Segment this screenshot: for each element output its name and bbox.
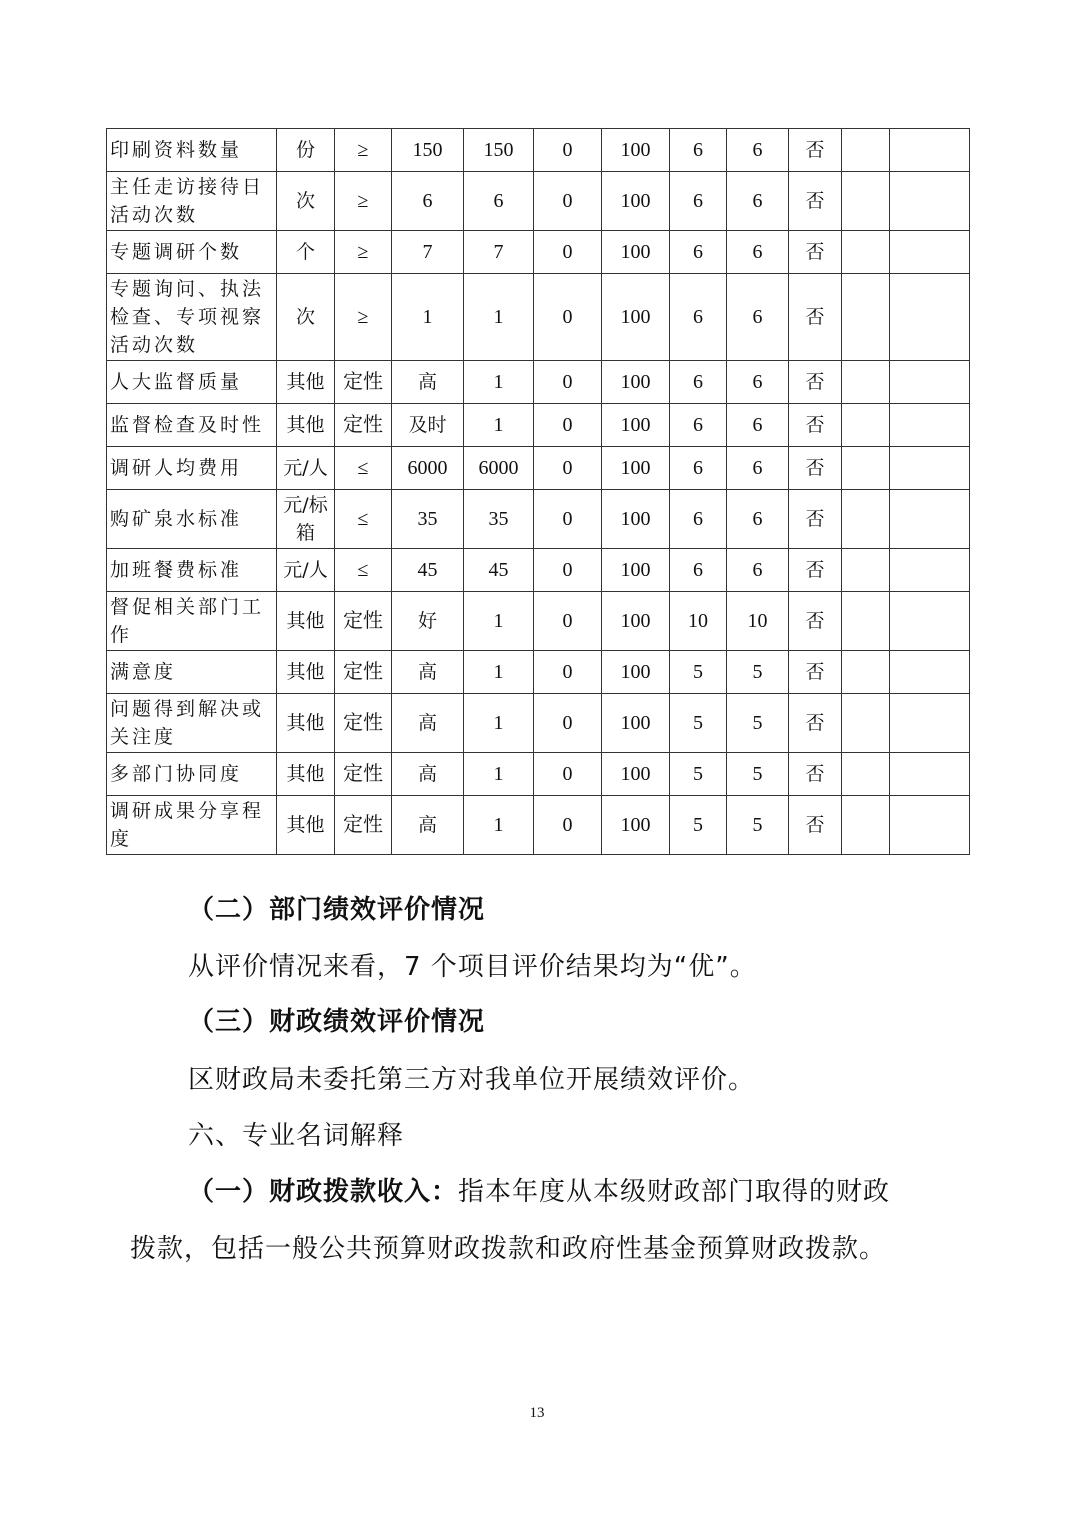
cell-actual: 150: [464, 129, 534, 172]
cell-actual: 1: [464, 796, 534, 855]
glossary-line-1: [188, 1174, 890, 1210]
cell-empty: [842, 274, 890, 361]
cell-score: 6: [727, 490, 789, 549]
cell-flag: 否: [789, 651, 842, 694]
cell-name: 调研成果分享程度: [107, 796, 277, 855]
cell-unit: 元/人: [277, 549, 335, 592]
cell-empty: [890, 361, 970, 404]
cell-score: 6: [727, 447, 789, 490]
table-row: [107, 796, 970, 855]
cell-op: 定性: [335, 404, 392, 447]
cell-op: ≤: [335, 549, 392, 592]
cell-name: 问题得到解决或关注度: [107, 694, 277, 753]
cell-deviation: 0: [534, 447, 602, 490]
cell-actual: 35: [464, 490, 534, 549]
cell-op: ≥: [335, 129, 392, 172]
cell-flag: 否: [789, 231, 842, 274]
cell-flag: 否: [789, 753, 842, 796]
table-body: [107, 129, 970, 855]
cell-rate: 100: [602, 694, 670, 753]
cell-weight: 6: [670, 447, 727, 490]
cell-score: 6: [727, 549, 789, 592]
cell-score: 5: [727, 753, 789, 796]
cell-weight: 6: [670, 490, 727, 549]
cell-unit: 其他: [277, 404, 335, 447]
cell-unit: 其他: [277, 753, 335, 796]
cell-empty: [890, 592, 970, 651]
cell-flag: 否: [789, 172, 842, 231]
cell-unit: 其他: [277, 361, 335, 404]
cell-target: 高: [392, 651, 464, 694]
cell-deviation: 0: [534, 274, 602, 361]
cell-deviation: 0: [534, 231, 602, 274]
cell-target: 45: [392, 549, 464, 592]
cell-empty: [890, 447, 970, 490]
cell-score: 6: [727, 404, 789, 447]
cell-weight: 5: [670, 753, 727, 796]
dept-eval-heading: （二）部门绩效评价情况: [188, 895, 486, 925]
cell-empty: [890, 172, 970, 231]
cell-deviation: 0: [534, 361, 602, 404]
cell-rate: 100: [602, 592, 670, 651]
cell-flag: 否: [789, 361, 842, 404]
cell-rate: 100: [602, 447, 670, 490]
cell-score: 6: [727, 129, 789, 172]
cell-empty: [890, 549, 970, 592]
cell-unit: 其他: [277, 651, 335, 694]
cell-empty: [842, 172, 890, 231]
dept-eval-text: 从评价情况来看，7 个项目评价结果均为“优”。: [188, 952, 757, 982]
cell-op: ≤: [335, 447, 392, 490]
cell-actual: 6000: [464, 447, 534, 490]
cell-rate: 100: [602, 796, 670, 855]
cell-empty: [890, 231, 970, 274]
cell-empty: [890, 796, 970, 855]
cell-empty: [842, 694, 890, 753]
cell-unit: 次: [277, 274, 335, 361]
cell-target: 高: [392, 796, 464, 855]
cell-weight: 6: [670, 129, 727, 172]
cell-actual: 1: [464, 361, 534, 404]
cell-name: 购矿泉水标准: [107, 490, 277, 549]
cell-empty: [842, 404, 890, 447]
fin-eval-heading: （三）财政绩效评价情况: [188, 1007, 486, 1037]
cell-deviation: 0: [534, 694, 602, 753]
cell-weight: 6: [670, 172, 727, 231]
cell-deviation: 0: [534, 129, 602, 172]
cell-flag: 否: [789, 447, 842, 490]
table-row: [107, 129, 970, 172]
cell-target: 高: [392, 361, 464, 404]
cell-empty: [890, 490, 970, 549]
cell-unit: 份: [277, 129, 335, 172]
cell-name: 主任走访接待日活动次数: [107, 172, 277, 231]
cell-score: 5: [727, 694, 789, 753]
cell-rate: 100: [602, 231, 670, 274]
cell-flag: 否: [789, 404, 842, 447]
cell-deviation: 0: [534, 592, 602, 651]
cell-target: 高: [392, 753, 464, 796]
cell-rate: 100: [602, 274, 670, 361]
table-row: [107, 753, 970, 796]
cell-unit: 其他: [277, 796, 335, 855]
fin-eval-text: 区财政局未委托第三方对我单位开展绩效评价。: [188, 1065, 756, 1095]
cell-deviation: 0: [534, 753, 602, 796]
cell-name: 满意度: [107, 651, 277, 694]
cell-op: 定性: [335, 753, 392, 796]
cell-weight: 6: [670, 274, 727, 361]
cell-unit: 元/人: [277, 447, 335, 490]
cell-empty: [842, 129, 890, 172]
cell-op: ≤: [335, 490, 392, 549]
cell-unit: 次: [277, 172, 335, 231]
cell-deviation: 0: [534, 549, 602, 592]
cell-deviation: 0: [534, 651, 602, 694]
table-row: [107, 404, 970, 447]
cell-empty: [890, 129, 970, 172]
cell-score: 6: [727, 274, 789, 361]
cell-weight: 10: [670, 592, 727, 651]
cell-empty: [842, 796, 890, 855]
cell-rate: 100: [602, 404, 670, 447]
cell-op: ≥: [335, 231, 392, 274]
glossary-heading: 六、专业名词解释: [188, 1121, 405, 1151]
cell-empty: [842, 361, 890, 404]
cell-op: 定性: [335, 796, 392, 855]
cell-weight: 6: [670, 231, 727, 274]
cell-deviation: 0: [534, 796, 602, 855]
cell-flag: 否: [789, 129, 842, 172]
cell-op: ≥: [335, 274, 392, 361]
cell-empty: [890, 753, 970, 796]
cell-op: 定性: [335, 694, 392, 753]
table-row: [107, 231, 970, 274]
cell-empty: [842, 549, 890, 592]
cell-rate: 100: [602, 549, 670, 592]
cell-empty: [890, 651, 970, 694]
cell-actual: 1: [464, 274, 534, 361]
cell-rate: 100: [602, 753, 670, 796]
cell-name: 印刷资料数量: [107, 129, 277, 172]
table-row: [107, 592, 970, 651]
table-row: [107, 447, 970, 490]
cell-op: 定性: [335, 361, 392, 404]
cell-target: 7: [392, 231, 464, 274]
cell-actual: 6: [464, 172, 534, 231]
table-row: [107, 361, 970, 404]
cell-flag: 否: [789, 796, 842, 855]
cell-name: 人大监督质量: [107, 361, 277, 404]
cell-unit: 其他: [277, 592, 335, 651]
cell-score: 5: [727, 651, 789, 694]
cell-rate: 100: [602, 172, 670, 231]
cell-rate: 100: [602, 490, 670, 549]
cell-rate: 100: [602, 361, 670, 404]
glossary-definition: 指本年度从本级财政部门取得的财政: [458, 1177, 891, 1207]
cell-score: 5: [727, 796, 789, 855]
cell-actual: 1: [464, 651, 534, 694]
cell-target: 6000: [392, 447, 464, 490]
cell-flag: 否: [789, 490, 842, 549]
cell-target: 150: [392, 129, 464, 172]
glossary-term: （一）财政拨款收入：: [188, 1177, 459, 1207]
cell-flag: 否: [789, 274, 842, 361]
cell-name: 监督检查及时性: [107, 404, 277, 447]
cell-empty: [842, 447, 890, 490]
cell-score: 6: [727, 231, 789, 274]
cell-weight: 6: [670, 361, 727, 404]
cell-name: 督促相关部门工作: [107, 592, 277, 651]
cell-unit: 其他: [277, 694, 335, 753]
table-row: [107, 172, 970, 231]
cell-deviation: 0: [534, 404, 602, 447]
cell-name: 多部门协同度: [107, 753, 277, 796]
cell-deviation: 0: [534, 490, 602, 549]
cell-actual: 1: [464, 592, 534, 651]
table-row: [107, 274, 970, 361]
cell-empty: [890, 404, 970, 447]
cell-score: 6: [727, 361, 789, 404]
cell-empty: [842, 490, 890, 549]
cell-empty: [842, 753, 890, 796]
cell-score: 10: [727, 592, 789, 651]
cell-target: 及时: [392, 404, 464, 447]
table-row: [107, 549, 970, 592]
cell-actual: 1: [464, 694, 534, 753]
cell-op: ≥: [335, 172, 392, 231]
page-number: 13: [529, 1405, 545, 1421]
cell-empty: [890, 274, 970, 361]
cell-unit: 个: [277, 231, 335, 274]
cell-empty: [842, 592, 890, 651]
cell-name: 调研人均费用: [107, 447, 277, 490]
cell-name: 专题调研个数: [107, 231, 277, 274]
cell-flag: 否: [789, 592, 842, 651]
cell-actual: 1: [464, 404, 534, 447]
table-row: [107, 490, 970, 549]
table-row: [107, 651, 970, 694]
cell-unit: 元/标箱: [277, 490, 335, 549]
cell-rate: 100: [602, 129, 670, 172]
cell-op: 定性: [335, 592, 392, 651]
cell-target: 35: [392, 490, 464, 549]
cell-flag: 否: [789, 549, 842, 592]
cell-actual: 7: [464, 231, 534, 274]
cell-name: 加班餐费标准: [107, 549, 277, 592]
table-row: [107, 694, 970, 753]
cell-empty: [890, 694, 970, 753]
cell-actual: 45: [464, 549, 534, 592]
cell-target: 好: [392, 592, 464, 651]
cell-weight: 5: [670, 796, 727, 855]
cell-empty: [842, 651, 890, 694]
cell-target: 6: [392, 172, 464, 231]
cell-deviation: 0: [534, 172, 602, 231]
performance-indicator-table: [106, 128, 970, 855]
cell-name: 专题询问、执法检查、专项视察活动次数: [107, 274, 277, 361]
cell-target: 1: [392, 274, 464, 361]
cell-op: 定性: [335, 651, 392, 694]
cell-weight: 6: [670, 549, 727, 592]
cell-empty: [842, 231, 890, 274]
cell-rate: 100: [602, 651, 670, 694]
cell-actual: 1: [464, 753, 534, 796]
cell-weight: 6: [670, 404, 727, 447]
cell-target: 高: [392, 694, 464, 753]
cell-weight: 5: [670, 694, 727, 753]
glossary-line-2: 拨款，包括一般公共预算财政拨款和政府性基金预算财政拨款。: [130, 1234, 887, 1264]
cell-score: 6: [727, 172, 789, 231]
cell-flag: 否: [789, 694, 842, 753]
cell-weight: 5: [670, 651, 727, 694]
